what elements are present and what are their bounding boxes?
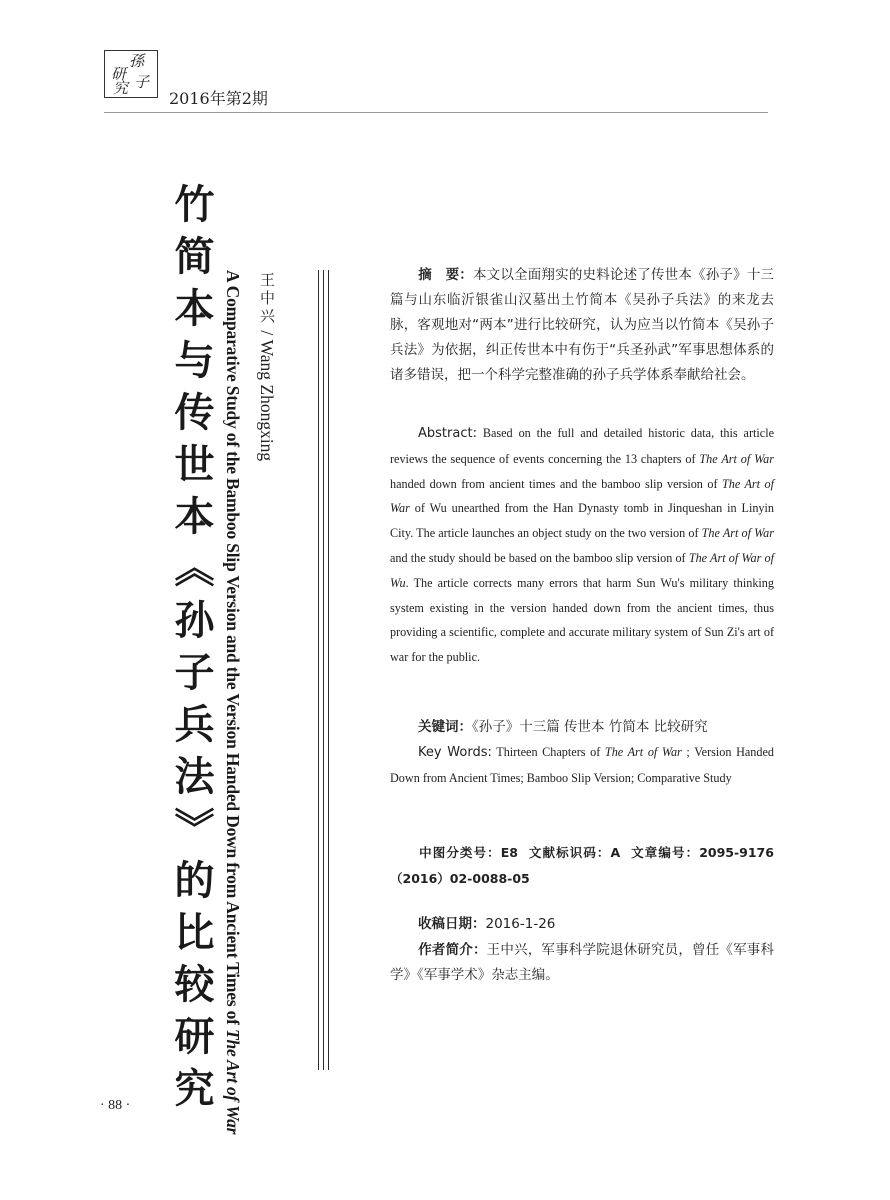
chinese-title: 竹简本与传世本《孙子兵法》的比较研究 bbox=[168, 183, 214, 1119]
keywords-en-text: ; Version Handed Down from Ancient Times; Bamboo Slip Version; Comparative Study bbox=[390, 745, 774, 785]
abstract-en bbox=[390, 421, 774, 670]
logo-char: 子 bbox=[134, 73, 150, 91]
header-divider bbox=[104, 112, 768, 113]
logo-char: 研 bbox=[111, 65, 127, 83]
abstract-en-text: handed down from ancient times and the bamboo slip version of bbox=[390, 476, 722, 491]
article-no-value: 2095-9176（2016）02-0088-05 bbox=[390, 845, 774, 886]
english-title-italic: The Art of War bbox=[223, 1028, 243, 1135]
classification-block bbox=[390, 840, 774, 892]
abstract-cn-label: 摘 要： bbox=[418, 267, 473, 283]
abstract-en-italic: The Art of War of Wu bbox=[390, 550, 774, 590]
received-date bbox=[390, 912, 774, 937]
english-title bbox=[222, 270, 244, 1135]
abstract-en-text: and the study should be based on the bamboo slip version of bbox=[390, 550, 689, 565]
abstract-en-italic: The Art of War bbox=[701, 526, 774, 541]
keywords-cn-label: 关键词： bbox=[418, 719, 472, 735]
author-bio bbox=[390, 938, 774, 988]
abstract-en-italic: The Art of War bbox=[390, 476, 774, 516]
abstract-en-text: of Wu unearthed from the Han Dynasty tomb in Jinqueshan in Linyin City. The article launches an object study on the two version of bbox=[390, 501, 774, 541]
abstract-cn-text: 本文以全面翔实的史料论述了传世本《孙子》十三篇与山东临沂银雀山汉墓出土竹简本《吴孙子兵法》的来龙去脉，客观地对“两本”进行比较研究，认为应当以竹简本《吴孙子兵法》为依据，纠正传世本中有伤于“兵圣孙武”军事思想体系的诸多错误，把一个科学完整准确的孙子兵学体系奉献给社会。 bbox=[390, 267, 775, 383]
clc-value: E8 bbox=[500, 845, 518, 860]
keywords-en-text: Thirteen Chapters of bbox=[491, 745, 605, 759]
abstract-cn bbox=[390, 263, 774, 388]
bio-label: 作者简介： bbox=[418, 942, 487, 958]
keywords-en bbox=[390, 740, 774, 791]
logo-char: 究 bbox=[113, 79, 129, 97]
vertical-rule bbox=[328, 270, 329, 1070]
keywords-en-label: Key Words: bbox=[418, 745, 492, 760]
abstract-en-label: Abstract: bbox=[418, 426, 477, 441]
logo-char: 孫 bbox=[129, 52, 145, 70]
author-en: Wang Zhongxing bbox=[257, 339, 277, 462]
abstract-en-text: . The article corrects many errors that harm Sun Wu's military thinking system existing in the version handed down from the ancient times, thus providing a scientific, complete and accurate military system of Sun Zi's art of war for the public. bbox=[390, 575, 774, 665]
page-number: · 88 · bbox=[100, 1098, 131, 1113]
bio-text: 王中兴，军事科学院退休研究员，曾任《军事科学》《军事学术》杂志主编。 bbox=[390, 942, 775, 983]
keywords-cn bbox=[390, 715, 774, 740]
abstract-en-italic: The Art of War bbox=[699, 451, 774, 466]
english-title-main: A Comparative Study of the Bamboo Slip Version and the Version Handed Down from Ancient Times of bbox=[223, 270, 243, 1029]
author-separator: / bbox=[257, 326, 277, 340]
received-value: 2016-1-26 bbox=[485, 916, 556, 932]
author-line bbox=[252, 272, 280, 512]
author-cn: 王中兴 bbox=[258, 272, 276, 326]
article-no-label: 文章编号： bbox=[631, 845, 700, 860]
vertical-rule bbox=[323, 270, 324, 1070]
issue-label: 2016年第2期 bbox=[169, 89, 268, 108]
abstract-en-text: Based on the full and detailed historic data, this article reviews the sequence of events concerning the 13 chapters of bbox=[390, 426, 774, 466]
received-label: 收稿日期： bbox=[418, 916, 486, 932]
doc-code-label: 文献标识码： bbox=[528, 845, 611, 860]
journal-logo bbox=[104, 50, 158, 98]
doc-code-value: A bbox=[610, 845, 621, 860]
clc-label: 中图分类号： bbox=[418, 845, 501, 860]
vertical-rule bbox=[318, 270, 319, 1070]
keywords-cn-text: 《孙子》十三篇 传世本 竹简本 比较研究 bbox=[472, 719, 708, 735]
keywords-en-italic: The Art of War bbox=[604, 745, 682, 759]
